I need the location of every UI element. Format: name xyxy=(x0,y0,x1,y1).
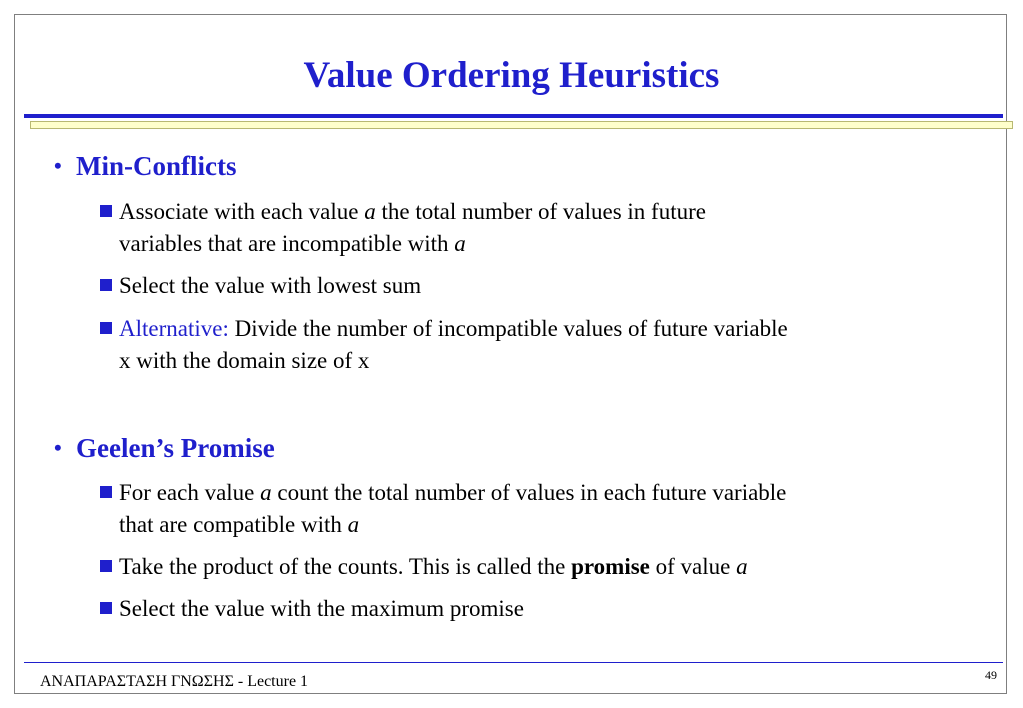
list-item: Select the value with the maximum promise xyxy=(100,593,980,625)
square-bullet-icon xyxy=(100,205,112,217)
square-bullet-icon xyxy=(100,279,112,291)
page-number: 49 xyxy=(985,668,997,682)
alternative-label: Alternative: xyxy=(119,316,229,341)
title-highlight-band xyxy=(30,121,1013,129)
slide-title: Value Ordering Heuristics xyxy=(303,55,720,96)
title-underline xyxy=(24,114,1003,118)
square-bullet-icon xyxy=(100,560,112,572)
square-bullet-icon xyxy=(100,322,112,334)
list-item: Select the value with lowest sum xyxy=(100,270,980,302)
section-heading-label: Min-Conflicts xyxy=(76,151,237,181)
section-heading-geelens-promise xyxy=(54,432,275,464)
list-item: Take the product of the counts. This is called the promise of value a xyxy=(100,551,980,583)
bullet-dot-icon: • xyxy=(54,435,62,460)
bullet-dot-icon: • xyxy=(54,153,62,178)
section-heading-min-conflicts xyxy=(54,150,236,182)
list-item: Associate with each value a the total number of values in future variables that are incompatible with a xyxy=(100,196,980,260)
square-bullet-icon xyxy=(100,486,112,498)
footer-course-label: ΑΝΑΠΑΡΑΣΤΑΣΗ ΓΝΩΣΗΣ - Lecture 1 xyxy=(40,673,309,690)
list-item: For each value a count the total number of values in each future variable that are compatible with a xyxy=(100,477,980,541)
footer-rule xyxy=(24,662,1003,663)
list-item: Alternative: Divide the number of incompatible values of future variable x with the domain size of x xyxy=(100,313,980,377)
square-bullet-icon xyxy=(100,602,112,614)
section-heading-label: Geelen’s Promise xyxy=(76,433,275,463)
